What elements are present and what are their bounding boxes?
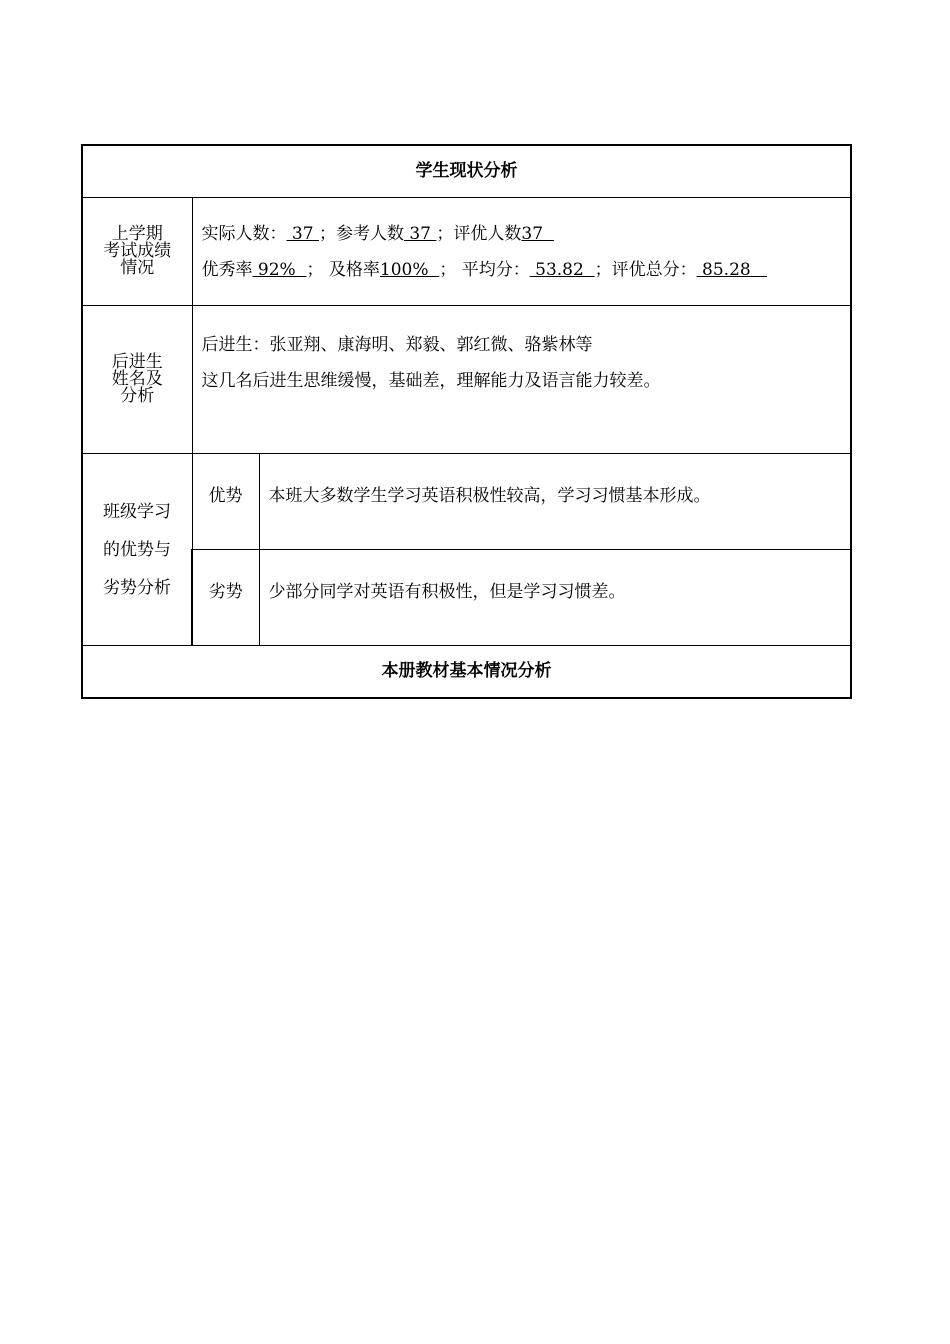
laggard-label [82,306,192,454]
laggard-content [192,306,851,454]
strength-text: 本班大多数学生学习英语积极性较高，学习习惯基本形成。 [259,454,851,550]
student-analysis-table [81,144,852,699]
laggard-label-line-3: 分析 [120,386,155,406]
actual-count-value: 37 [286,223,319,244]
class-analysis-label [82,454,192,646]
total-score-value: 85.28 [696,259,767,280]
class-label-line-1: 班级学习 [103,501,171,522]
total-score-label: ；评优总分： [594,259,697,280]
actual-count-label: 实际人数： [201,223,287,244]
laggard-label-line-1: 后进生 [111,352,163,372]
ref-count-value: 37 [403,223,437,244]
excellent-rate-label: 优秀率 [201,259,253,280]
pass-rate-label: ； 及格率 [306,259,380,280]
exam-content [192,198,851,306]
laggard-analysis: 这几名后进生思维缓慢，基础差，理解能力及语言能力较差。 [201,370,661,391]
weakness-label: 劣势 [192,550,259,646]
exam-line-2 [202,252,851,288]
exam-label-line-2: 考试成绩 [103,241,172,261]
pass-rate-value: 100% [379,259,440,280]
strength-label: 优势 [192,454,259,550]
exam-label [82,198,192,306]
eval-count-value: 37 [521,223,554,244]
section-title-textbook: 本册教材基本情况分析 [82,646,851,699]
average-score-label: ； 平均分： [439,259,530,280]
exam-label-line-1: 上学期 [111,224,163,244]
average-score-value: 53.82 [529,259,595,280]
excellent-rate-value: 92% [252,259,307,280]
class-label-line-2: 的优势与 [103,539,171,560]
exam-line-1 [202,216,851,252]
class-label-line-3: 劣势分析 [103,577,171,598]
section-title-student-status: 学生现状分析 [82,145,851,198]
eval-count-label: ；评优人数 [436,223,522,244]
laggard-names: 后进生：张亚翔、康海明、郑毅、郭红微、骆紫林等 [201,334,593,355]
laggard-label-line-2: 姓名及 [111,369,163,389]
exam-label-line-3: 情况 [120,258,155,278]
ref-count-label: ；参考人数 [318,223,404,244]
weakness-text: 少部分同学对英语有积极性，但是学习习惯差。 [259,550,851,646]
